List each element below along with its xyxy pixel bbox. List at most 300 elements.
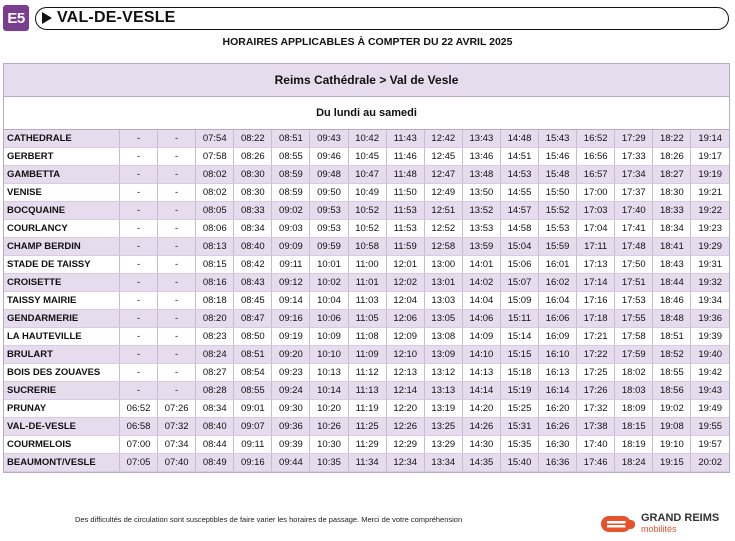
time-cell: 11:05	[348, 310, 386, 328]
time-cell: 08:34	[234, 220, 272, 238]
time-cell: 15:43	[539, 130, 577, 148]
stop-name: CATHEDRALE	[4, 130, 120, 148]
time-cell: 11:08	[348, 328, 386, 346]
time-cell: 16:13	[539, 364, 577, 382]
time-cell: 14:35	[462, 454, 500, 472]
stop-name: BOIS DES ZOUAVES	[4, 364, 120, 382]
time-cell: 12:02	[386, 274, 424, 292]
time-cell: 09:11	[272, 256, 310, 274]
time-cell: 17:18	[577, 310, 615, 328]
time-cell: 11:50	[386, 184, 424, 202]
time-cell: 16:01	[539, 256, 577, 274]
time-cell: 16:06	[539, 310, 577, 328]
time-cell: 13:59	[462, 238, 500, 256]
time-cell: 08:26	[234, 148, 272, 166]
time-cell: 18:22	[653, 130, 691, 148]
time-cell: 12:06	[386, 310, 424, 328]
time-cell: 08:54	[234, 364, 272, 382]
time-cell: 17:55	[615, 310, 653, 328]
time-cell: 08:16	[196, 274, 234, 292]
time-cell: 16:20	[539, 400, 577, 418]
time-cell: -	[158, 202, 196, 220]
time-cell: 09:36	[272, 418, 310, 436]
time-cell: 19:34	[691, 292, 729, 310]
time-cell: 13:29	[424, 436, 462, 454]
time-cell: 12:58	[424, 238, 462, 256]
time-cell: 14:53	[500, 166, 538, 184]
time-cell: 10:02	[310, 274, 348, 292]
time-cell: 19:57	[691, 436, 729, 454]
time-cell: 10:47	[348, 166, 386, 184]
logo-name: GRAND REIMS	[641, 512, 720, 524]
time-cell: 18:24	[615, 454, 653, 472]
time-cell: 11:19	[348, 400, 386, 418]
time-cell: 09:53	[310, 202, 348, 220]
time-cell: 19:42	[691, 364, 729, 382]
time-cell: 13:53	[462, 220, 500, 238]
time-cell: 09:43	[310, 130, 348, 148]
time-cell: 19:14	[691, 130, 729, 148]
direction-row	[4, 64, 729, 97]
stop-name: VENISE	[4, 184, 120, 202]
table-row	[4, 130, 729, 148]
time-cell: -	[120, 220, 158, 238]
time-cell: 10:58	[348, 238, 386, 256]
time-cell: 12:20	[386, 400, 424, 418]
time-cell: 11:00	[348, 256, 386, 274]
time-cell: -	[120, 148, 158, 166]
time-cell: 17:21	[577, 328, 615, 346]
time-cell: 10:26	[310, 418, 348, 436]
time-cell: 09:20	[272, 346, 310, 364]
time-cell: 13:05	[424, 310, 462, 328]
time-cell: 18:03	[615, 382, 653, 400]
time-cell: -	[120, 166, 158, 184]
time-cell: 08:45	[234, 292, 272, 310]
time-cell: -	[158, 292, 196, 310]
time-cell: 12:45	[424, 148, 462, 166]
time-cell: -	[120, 328, 158, 346]
time-cell: 10:10	[310, 346, 348, 364]
table-row	[4, 328, 729, 346]
time-cell: 10:45	[348, 148, 386, 166]
time-cell: 09:16	[234, 454, 272, 472]
time-cell: 19:31	[691, 256, 729, 274]
time-cell: 17:25	[577, 364, 615, 382]
time-cell: 17:22	[577, 346, 615, 364]
time-cell: 09:12	[272, 274, 310, 292]
time-cell: 17:26	[577, 382, 615, 400]
time-cell: 08:40	[234, 238, 272, 256]
time-cell: 10:52	[348, 220, 386, 238]
time-cell: 18:46	[653, 292, 691, 310]
time-cell: 08:13	[196, 238, 234, 256]
time-cell: 16:36	[539, 454, 577, 472]
time-cell: 17:37	[615, 184, 653, 202]
time-cell: 08:06	[196, 220, 234, 238]
time-cell: 06:58	[120, 418, 158, 436]
time-cell: 15:53	[539, 220, 577, 238]
time-cell: 18:34	[653, 220, 691, 238]
time-cell: -	[120, 310, 158, 328]
time-cell: 17:40	[615, 202, 653, 220]
time-cell: 15:09	[500, 292, 538, 310]
time-cell: 17:38	[577, 418, 615, 436]
schedule-table	[4, 130, 729, 472]
time-cell: 16:14	[539, 382, 577, 400]
time-cell: 08:15	[196, 256, 234, 274]
timetable	[3, 63, 730, 473]
time-cell: 10:52	[348, 202, 386, 220]
time-cell: 09:07	[234, 418, 272, 436]
time-cell: 12:51	[424, 202, 462, 220]
time-cell: 10:13	[310, 364, 348, 382]
time-cell: 09:14	[272, 292, 310, 310]
time-cell: 14:58	[500, 220, 538, 238]
table-row	[4, 220, 729, 238]
time-cell: 13:43	[462, 130, 500, 148]
time-cell: 10:35	[310, 454, 348, 472]
time-cell: 18:27	[653, 166, 691, 184]
time-cell: 17:51	[615, 274, 653, 292]
time-cell: -	[158, 166, 196, 184]
time-cell: 17:40	[577, 436, 615, 454]
time-cell: 17:58	[615, 328, 653, 346]
time-cell: -	[120, 238, 158, 256]
table-row	[4, 346, 729, 364]
time-cell: 17:16	[577, 292, 615, 310]
time-cell: 09:44	[272, 454, 310, 472]
time-cell: 15:31	[500, 418, 538, 436]
time-cell: 11:53	[386, 202, 424, 220]
table-row	[4, 418, 729, 436]
time-cell: 13:09	[424, 346, 462, 364]
time-cell: 18:33	[653, 202, 691, 220]
stop-name: COURLANCY	[4, 220, 120, 238]
time-cell: 14:06	[462, 310, 500, 328]
time-cell: 13:34	[424, 454, 462, 472]
time-cell: 08:23	[196, 328, 234, 346]
time-cell: 17:53	[615, 292, 653, 310]
time-cell: 13:00	[424, 256, 462, 274]
time-cell: 08:43	[234, 274, 272, 292]
time-cell: 16:10	[539, 346, 577, 364]
time-cell: 18:26	[653, 148, 691, 166]
time-cell: 15:11	[500, 310, 538, 328]
time-cell: 18:15	[615, 418, 653, 436]
stop-name: CHAMP BERDIN	[4, 238, 120, 256]
time-cell: 16:02	[539, 274, 577, 292]
time-cell: -	[158, 238, 196, 256]
time-cell: -	[120, 130, 158, 148]
time-cell: 11:13	[348, 382, 386, 400]
stop-name: STADE DE TAISSY	[4, 256, 120, 274]
time-cell: 13:03	[424, 292, 462, 310]
time-cell: 15:25	[500, 400, 538, 418]
disclaimer-note: Des difficultés de circulation sont susceptibles de faire varier les horaires de passage. Merci de votre compréhension	[75, 515, 463, 524]
table-row	[4, 256, 729, 274]
days-row	[4, 97, 729, 130]
time-cell: 08:18	[196, 292, 234, 310]
table-row	[4, 400, 729, 418]
time-cell: 11:43	[386, 130, 424, 148]
time-cell: 18:51	[653, 328, 691, 346]
table-row	[4, 436, 729, 454]
time-cell: 07:05	[120, 454, 158, 472]
time-cell: 08:20	[196, 310, 234, 328]
time-cell: 10:09	[310, 328, 348, 346]
time-cell: 07:54	[196, 130, 234, 148]
time-cell: -	[158, 346, 196, 364]
time-cell: 15:40	[500, 454, 538, 472]
time-cell: 19:17	[691, 148, 729, 166]
time-cell: 15:15	[500, 346, 538, 364]
time-cell: 09:50	[310, 184, 348, 202]
time-cell: 15:07	[500, 274, 538, 292]
time-cell: 19:36	[691, 310, 729, 328]
time-cell: 13:46	[462, 148, 500, 166]
time-cell: 15:14	[500, 328, 538, 346]
time-cell: -	[120, 274, 158, 292]
time-cell: 17:50	[615, 256, 653, 274]
time-cell: 13:52	[462, 202, 500, 220]
time-cell: 13:01	[424, 274, 462, 292]
time-cell: 17:04	[577, 220, 615, 238]
time-cell: 11:25	[348, 418, 386, 436]
time-cell: 19:32	[691, 274, 729, 292]
time-cell: 14:01	[462, 256, 500, 274]
time-cell: 12:34	[386, 454, 424, 472]
applicable-date: HORAIRES APPLICABLES À COMPTER DU 22 AVRIL 2025	[222, 36, 513, 48]
time-cell: 17:11	[577, 238, 615, 256]
time-cell: 12:01	[386, 256, 424, 274]
time-cell: 19:23	[691, 220, 729, 238]
time-cell: 17:00	[577, 184, 615, 202]
time-cell: 14:48	[500, 130, 538, 148]
time-cell: 11:48	[386, 166, 424, 184]
time-cell: 19:39	[691, 328, 729, 346]
time-cell: -	[120, 202, 158, 220]
time-cell: -	[158, 148, 196, 166]
time-cell: 19:40	[691, 346, 729, 364]
time-cell: 12:26	[386, 418, 424, 436]
time-cell: -	[120, 382, 158, 400]
time-cell: 10:20	[310, 400, 348, 418]
time-cell: 19:22	[691, 202, 729, 220]
table-row	[4, 238, 729, 256]
time-cell: -	[120, 292, 158, 310]
time-cell: -	[120, 256, 158, 274]
time-cell: 14:57	[500, 202, 538, 220]
time-cell: 17:46	[577, 454, 615, 472]
time-cell: 09:19	[272, 328, 310, 346]
time-cell: 08:40	[196, 418, 234, 436]
grand-reims-logo	[601, 512, 719, 536]
time-cell: 13:50	[462, 184, 500, 202]
time-cell: 19:19	[691, 166, 729, 184]
time-cell: 15:35	[500, 436, 538, 454]
time-cell: -	[158, 220, 196, 238]
time-cell: 19:21	[691, 184, 729, 202]
time-cell: 09:48	[310, 166, 348, 184]
time-cell: 09:16	[272, 310, 310, 328]
time-cell: 12:42	[424, 130, 462, 148]
time-cell: 18:19	[615, 436, 653, 454]
time-cell: 16:26	[539, 418, 577, 436]
time-cell: 09:30	[272, 400, 310, 418]
time-cell: 15:18	[500, 364, 538, 382]
time-cell: 12:10	[386, 346, 424, 364]
time-cell: 12:29	[386, 436, 424, 454]
time-cell: 19:10	[653, 436, 691, 454]
time-cell: 14:26	[462, 418, 500, 436]
table-row	[4, 166, 729, 184]
time-cell: 18:56	[653, 382, 691, 400]
time-cell: 08:02	[196, 184, 234, 202]
time-cell: 09:24	[272, 382, 310, 400]
time-cell: 17:48	[615, 238, 653, 256]
time-cell: -	[158, 184, 196, 202]
time-cell: 13:48	[462, 166, 500, 184]
time-cell: -	[158, 328, 196, 346]
time-cell: 11:01	[348, 274, 386, 292]
time-cell: 11:09	[348, 346, 386, 364]
time-cell: 18:41	[653, 238, 691, 256]
time-cell: 09:23	[272, 364, 310, 382]
time-cell: 15:52	[539, 202, 577, 220]
table-row	[4, 184, 729, 202]
time-cell: 09:46	[310, 148, 348, 166]
time-cell: 19:49	[691, 400, 729, 418]
time-cell: 08:59	[272, 184, 310, 202]
time-cell: 16:56	[577, 148, 615, 166]
time-cell: 15:59	[539, 238, 577, 256]
time-cell: 18:09	[615, 400, 653, 418]
time-cell: 15:04	[500, 238, 538, 256]
time-cell: 17:33	[615, 148, 653, 166]
time-cell: 12:49	[424, 184, 462, 202]
time-cell: 17:14	[577, 274, 615, 292]
stop-name: SUCRERIE	[4, 382, 120, 400]
time-cell: 18:44	[653, 274, 691, 292]
time-cell: -	[158, 382, 196, 400]
days-label: Du lundi au samedi	[316, 107, 417, 119]
time-cell: 15:06	[500, 256, 538, 274]
table-row	[4, 202, 729, 220]
time-cell: 11:46	[386, 148, 424, 166]
time-cell: 08:33	[234, 202, 272, 220]
time-cell: 07:00	[120, 436, 158, 454]
time-cell: 16:52	[577, 130, 615, 148]
time-cell: 09:53	[310, 220, 348, 238]
time-cell: 14:20	[462, 400, 500, 418]
time-cell: 09:39	[272, 436, 310, 454]
time-cell: 08:59	[272, 166, 310, 184]
time-cell: 14:55	[500, 184, 538, 202]
stop-name: BOCQUAINE	[4, 202, 120, 220]
time-cell: 10:42	[348, 130, 386, 148]
table-row	[4, 382, 729, 400]
time-cell: 09:03	[272, 220, 310, 238]
time-cell: 08:34	[196, 400, 234, 418]
stop-name: COURMELOIS	[4, 436, 120, 454]
time-cell: 07:34	[158, 436, 196, 454]
time-cell: 08:55	[234, 382, 272, 400]
time-cell: 07:32	[158, 418, 196, 436]
time-cell: 08:22	[234, 130, 272, 148]
time-cell: 17:41	[615, 220, 653, 238]
line-header	[3, 4, 729, 32]
stop-name: PRUNAY	[4, 400, 120, 418]
play-arrow-icon	[42, 12, 52, 24]
time-cell: 14:04	[462, 292, 500, 310]
time-cell: 19:08	[653, 418, 691, 436]
time-cell: 11:59	[386, 238, 424, 256]
time-cell: 16:30	[539, 436, 577, 454]
table-row	[4, 454, 729, 472]
time-cell: 16:57	[577, 166, 615, 184]
time-cell: 09:59	[310, 238, 348, 256]
time-cell: 13:25	[424, 418, 462, 436]
table-row	[4, 310, 729, 328]
time-cell: 19:02	[653, 400, 691, 418]
time-cell: -	[158, 310, 196, 328]
time-cell: 10:14	[310, 382, 348, 400]
time-cell: 19:43	[691, 382, 729, 400]
time-cell: 08:55	[272, 148, 310, 166]
time-cell: 15:19	[500, 382, 538, 400]
time-cell: 10:06	[310, 310, 348, 328]
time-cell: 08:30	[234, 184, 272, 202]
time-cell: 11:53	[386, 220, 424, 238]
time-cell: 19:15	[653, 454, 691, 472]
time-cell: 09:09	[272, 238, 310, 256]
time-cell: 18:48	[653, 310, 691, 328]
time-cell: 19:55	[691, 418, 729, 436]
time-cell: 15:46	[539, 148, 577, 166]
time-cell: -	[158, 256, 196, 274]
time-cell: 14:13	[462, 364, 500, 382]
time-cell: 12:14	[386, 382, 424, 400]
stop-name: GERBERT	[4, 148, 120, 166]
time-cell: 18:30	[653, 184, 691, 202]
time-cell: 18:55	[653, 364, 691, 382]
time-cell: 08:50	[234, 328, 272, 346]
line-badge: E5	[3, 5, 29, 31]
table-row	[4, 364, 729, 382]
time-cell: 08:47	[234, 310, 272, 328]
time-cell: 12:04	[386, 292, 424, 310]
table-row	[4, 274, 729, 292]
time-cell: 17:59	[615, 346, 653, 364]
time-cell: 18:02	[615, 364, 653, 382]
time-cell: 06:52	[120, 400, 158, 418]
time-cell: 17:29	[615, 130, 653, 148]
time-cell: 09:11	[234, 436, 272, 454]
time-cell: 14:02	[462, 274, 500, 292]
direction-label: Reims Cathédrale > Val de Vesle	[274, 73, 459, 87]
time-cell: 11:12	[348, 364, 386, 382]
time-cell: 13:08	[424, 328, 462, 346]
time-cell: 08:51	[272, 130, 310, 148]
time-cell: 17:34	[615, 166, 653, 184]
time-cell: 20:02	[691, 454, 729, 472]
time-cell: 15:50	[539, 184, 577, 202]
time-cell: 07:26	[158, 400, 196, 418]
stop-name: GENDARMERIE	[4, 310, 120, 328]
time-cell: 08:05	[196, 202, 234, 220]
time-cell: 10:04	[310, 292, 348, 310]
